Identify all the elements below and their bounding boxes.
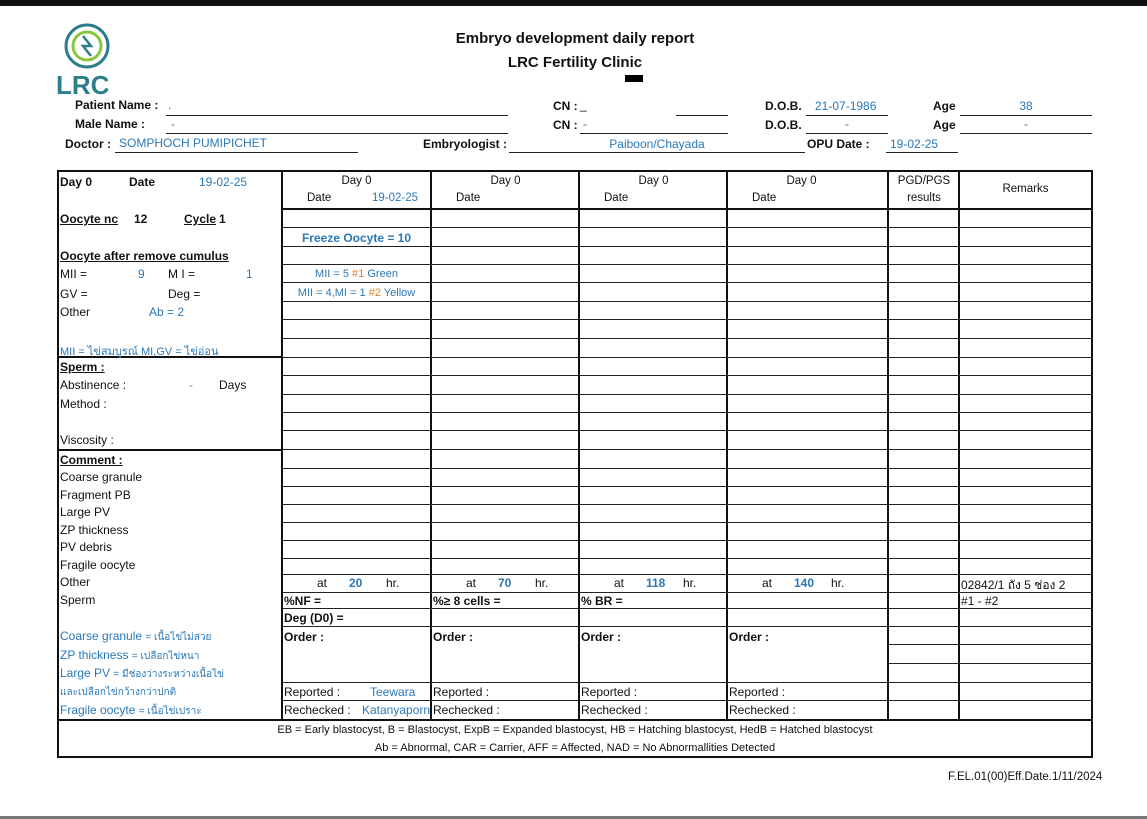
reported-label: Reported : <box>581 685 638 699</box>
rechecked-label: Rechecked : <box>581 703 648 717</box>
pgd-header-line1: PGD/PGS <box>897 175 951 187</box>
day-column-date-value: 19-02-25 <box>372 192 419 204</box>
table-row-divider <box>283 504 1091 505</box>
table-row-divider <box>283 540 1091 541</box>
at-label: at <box>317 576 328 590</box>
logo-text: LRC <box>56 70 110 100</box>
reported-label: Reported : <box>729 685 786 699</box>
table-row-divider <box>283 626 1091 627</box>
male-cn-value: - <box>583 117 587 131</box>
table-row-divider <box>283 282 1091 283</box>
rechecked-label: Rechecked : <box>284 703 351 717</box>
table-row-divider <box>283 558 1091 559</box>
table-row-divider <box>283 449 1091 450</box>
legend-pv-cont: และเปลือกไข่กว้างกว่าปกติ <box>60 687 177 698</box>
freeze-oocyte-note: Freeze Oocyte = 10 <box>301 231 412 245</box>
logo-emblem-icon <box>58 22 116 70</box>
gv-label: GV = <box>60 287 88 301</box>
legend-pv: Large PV = มีช่องว่างระหว่างเนื้อไข่ <box>60 666 224 680</box>
day-column-title: Day 0 <box>638 175 669 187</box>
cycle-value: 1 <box>219 212 226 226</box>
table-row-divider <box>283 574 1091 575</box>
doctor-label: Doctor : <box>65 137 111 151</box>
male-cn-line <box>580 133 728 134</box>
table-row-divider <box>283 486 1091 487</box>
comment-item: Fragment PB <box>60 488 131 502</box>
rechecked-label: Rechecked : <box>433 703 500 717</box>
remark-line1: 02842/1 ถัง 5 ช่อง 2 <box>961 578 1066 592</box>
male-name-value: - <box>171 117 175 131</box>
top-border-bar <box>0 0 1147 6</box>
table-row-divider <box>889 682 959 683</box>
male-name-line <box>166 133 508 134</box>
patient-name-value: . <box>168 98 172 112</box>
other-value: Ab = 2 <box>149 305 185 319</box>
dob-label: D.O.B. <box>765 99 802 113</box>
left-date-value: 19-02-25 <box>199 175 248 189</box>
table-row-divider <box>889 644 959 645</box>
cn-value: _ <box>580 98 587 112</box>
at-label: at <box>762 576 773 590</box>
male-dob-line <box>806 133 888 134</box>
reported-label: Reported : <box>433 685 490 699</box>
comment-item: Sperm <box>60 593 96 607</box>
male-dob-value: - <box>845 117 849 131</box>
reported-value: Teewara <box>370 685 416 699</box>
cn-label: CN : <box>553 99 578 113</box>
clinic-name: LRC Fertility Clinic <box>507 54 643 71</box>
comment-heading: Comment : <box>60 453 123 467</box>
order-label: Order : <box>729 630 770 644</box>
at-label: at <box>614 576 625 590</box>
table-row-divider <box>960 700 1091 701</box>
table-row-divider <box>283 394 1091 395</box>
abbreviations-line2: Ab = Abnormal, CAR = Carrier, AFF = Affected, NAD = No Abnormallities Detected <box>374 742 776 754</box>
metric-label-2: Deg (D0) = <box>284 611 344 625</box>
reported-label: Reported : <box>284 685 341 699</box>
dob-value: 21-07-1986 <box>815 99 877 113</box>
table-row-divider <box>283 468 1091 469</box>
mii-value: 9 <box>138 267 145 281</box>
col1-note-line2: MII = 4,MI = 1 #2 Yellow <box>297 287 416 299</box>
table-row-divider <box>960 682 1091 683</box>
cycle-label: Cycle <box>184 212 217 226</box>
abstinence-label: Abstinence : <box>60 378 127 392</box>
table-row-divider <box>889 700 959 701</box>
metric-label: %≥ 8 cells = <box>433 594 501 608</box>
table-row-divider <box>283 682 888 683</box>
col1-note-line1: MII = 5 #1 Green <box>315 268 398 280</box>
male-cn-label: CN : <box>553 118 578 132</box>
method-label: Method : <box>60 397 107 411</box>
hr-label: hr. <box>386 576 400 590</box>
patient-name-label: Patient Name : <box>75 98 159 112</box>
viscosity-label: Viscosity : <box>60 433 114 447</box>
remark-line2: #1 - #2 <box>961 594 999 608</box>
mii-note: MII = ไข่สมบูรณ์ MI,GV = ไข่อ่อน <box>60 346 219 358</box>
embryologist-value: Paiboon/Chayada <box>609 137 705 151</box>
comment-item: Large PV <box>60 505 111 519</box>
oocyte-no-label: Oocyte nc <box>60 212 119 226</box>
table-row-divider <box>283 357 1091 358</box>
table-row-divider <box>283 608 1091 609</box>
abbreviations-line1: EB = Early blastocyst, B = Blastocyst, ExpB = Expanded blastocyst, HB = Hatching blastocyst, HedB = Hatched blastocyst <box>277 724 873 736</box>
cn-line <box>676 115 728 116</box>
table-row-divider <box>960 663 1091 664</box>
order-label: Order : <box>284 630 325 644</box>
left-date-label: Date <box>129 175 156 189</box>
table-row-divider <box>283 700 888 701</box>
day-column-title: Day 0 <box>341 175 372 187</box>
rechecked-value: Katanyaporn <box>362 703 431 717</box>
comment-item: Other <box>60 575 91 589</box>
table-row-divider <box>283 430 1091 431</box>
left-day-label: Day 0 <box>60 175 93 189</box>
male-age-line <box>960 133 1092 134</box>
at-hours-value: 140 <box>794 576 815 590</box>
table-row-divider <box>283 412 1091 413</box>
day-column-date-label: Date <box>752 192 777 204</box>
hr-label: hr. <box>535 576 549 590</box>
at-hours-value: 20 <box>349 576 363 590</box>
metric-label: % BR = <box>581 594 623 608</box>
embryologist-line <box>509 152 805 153</box>
at-label: at <box>466 576 477 590</box>
male-dob-label: D.O.B. <box>765 118 802 132</box>
table-row-divider <box>283 227 1091 228</box>
day-column-title: Day 0 <box>786 175 817 187</box>
comment-item: PV debris <box>60 540 113 554</box>
after-cumulus-label: Oocyte after remove cumulus <box>60 249 229 263</box>
opu-date-line <box>886 152 958 153</box>
table-row-divider <box>283 301 1091 302</box>
opu-date-value: 19-02-25 <box>890 137 939 151</box>
at-hours-value: 70 <box>498 576 512 590</box>
table-row-divider <box>283 338 1091 339</box>
rechecked-label: Rechecked : <box>729 703 796 717</box>
clinic-logo <box>56 22 116 100</box>
table-row-divider <box>889 663 959 664</box>
comment-item: Coarse granule <box>60 470 143 484</box>
remarks-header: Remarks <box>1002 183 1049 195</box>
comment-item: ZP thickness <box>60 523 129 537</box>
comment-item: Fragile oocyte <box>60 558 136 572</box>
pgd-header-line2: results <box>907 192 941 204</box>
age-label: Age <box>933 99 956 113</box>
order-label: Order : <box>433 630 474 644</box>
hr-label: hr. <box>683 576 697 590</box>
days-label: Days <box>219 378 247 392</box>
doctor-line <box>115 152 358 153</box>
patient-name-line <box>166 115 508 116</box>
legend-zp: ZP thickness = เปลือกไข่หนา <box>60 648 200 662</box>
age-line <box>960 115 1092 116</box>
table-row-divider <box>283 319 1091 320</box>
day-column-date-label: Date <box>456 192 481 204</box>
at-hours-value: 118 <box>646 576 666 590</box>
table-row-divider <box>283 375 1091 376</box>
legend-fragile: Fragile oocyte = เนื้อไข่เปราะ <box>60 703 202 717</box>
day-column-date-label: Date <box>307 192 332 204</box>
male-age-value: - <box>1024 117 1028 131</box>
redaction-mark <box>625 75 643 82</box>
order-label: Order : <box>581 630 622 644</box>
mi-label: M I = <box>168 267 196 281</box>
abstinence-value: - <box>189 378 193 392</box>
male-age-label: Age <box>933 118 956 132</box>
age-value: 38 <box>1019 99 1033 113</box>
day-column-title: Day 0 <box>490 175 521 187</box>
other-label: Other <box>60 305 91 319</box>
mii-label: MII = <box>60 267 88 281</box>
report-title: Embryo development daily report <box>455 30 695 47</box>
male-name-label: Male Name : <box>75 117 146 131</box>
metric-label: %NF = <box>284 594 322 608</box>
hr-label: hr. <box>831 576 845 590</box>
doctor-value: SOMPHOCH PUMIPICHET <box>119 136 268 150</box>
table-row-divider <box>283 264 1091 265</box>
table-row-divider <box>283 246 1091 247</box>
table-row-divider <box>283 522 1091 523</box>
day-column-date-label: Date <box>604 192 629 204</box>
deg-label: Deg = <box>168 287 201 301</box>
oocyte-no-value: 12 <box>134 212 148 226</box>
dob-line <box>806 115 888 116</box>
opu-date-label: OPU Date : <box>807 137 870 151</box>
document-code: F.EL.01(00)Eff.Date.1/11/2024 <box>948 771 1103 783</box>
mi-value: 1 <box>246 267 253 281</box>
sperm-heading: Sperm : <box>60 360 105 374</box>
embryologist-label: Embryologist : <box>423 137 508 151</box>
legend-coarse: Coarse granule = เนื้อไข่ไม่สวย <box>60 629 212 643</box>
table-row-divider <box>960 644 1091 645</box>
